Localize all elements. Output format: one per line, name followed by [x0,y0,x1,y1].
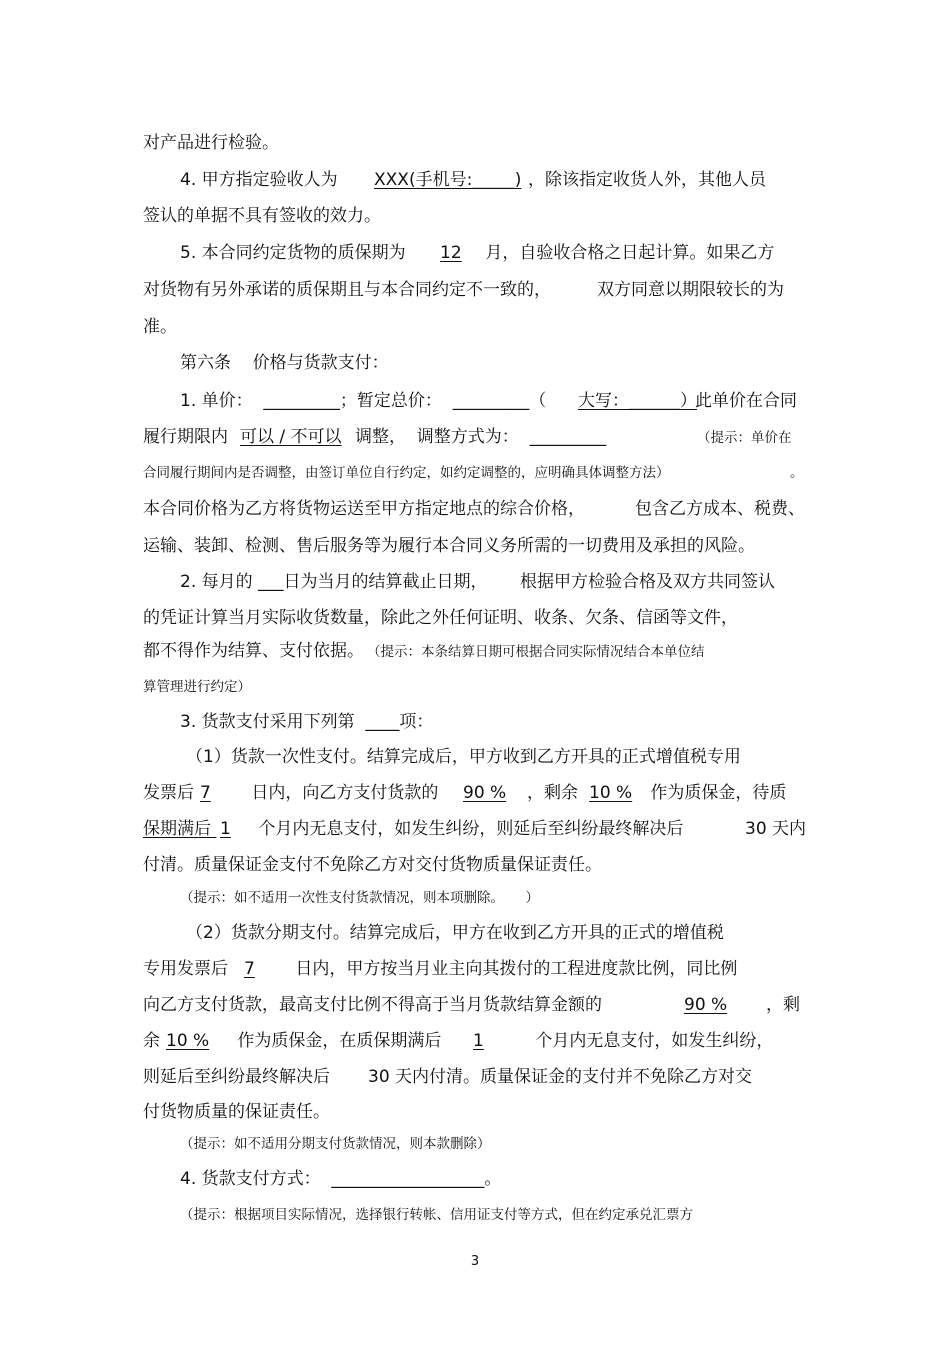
text-line: 包含乙方成本、税费、 [635,499,805,519]
hint-text: （提示：根据项目实际情况，选择银行转帐、信用证支付等方式，但在约定承兑汇票方 [180,1207,693,1223]
filled-field: 10 % [589,783,633,803]
text-line: 签认的单据不具有签收的效力。 [143,206,381,226]
text-line: ，剩 [766,995,800,1015]
filled-field: 7 [200,783,211,803]
text-line: 30 天内付清。质量保证金的支付并不免除乙方对交 [368,1067,753,1087]
filled-field: 7 [244,959,255,979]
text-line: 2. 每月的 ___日为当月的结算截止日期， [180,572,488,592]
text-line: 则延后至纠纷最终解决后 [143,1067,330,1087]
hint-text: 算管理进行约定） [143,679,251,695]
hint-text: 合同履行期间内是否调整，由签订单位自行约定，如约定调整的，应明确具体调整方法） [143,465,670,481]
hint-text: 。 [790,465,804,481]
text-line: 运输、装卸、检测、售后服务等为履行本合同义务所需的一切费用及承担的风险。 [143,536,755,556]
text-line: 调整， 调整方式为： _________ [355,427,607,447]
text-line: 准。 [143,317,177,337]
text-line: 日内，甲方按当月业主向其拨付的工程进度款比例，同比例 [290,959,738,979]
text-line: 本合同价格为乙方将货物运送至甲方指定地点的综合价格， [143,499,585,519]
text-line: 5. 本合同约定货物的质保期为 [180,243,412,263]
text-line: 发票后 [143,783,200,803]
filled-field: 大写：______） [578,391,697,411]
text-line: ，除该指定收货人外，其他人员 [528,170,766,190]
hint-text: （提示：单价在 [697,430,792,446]
text-line: （2）货款分期支付。结算完成后，甲方在收到乙方开具的正式的增值税 [186,923,724,943]
filled-field: 1 [220,819,231,839]
section-heading: 第六条 价格与货款支付： [180,353,389,373]
hint-text: （提示：本条结算日期可根据合同实际情况结合本单位结 [367,644,705,660]
text-line: 4. 甲方指定验收人为 [180,170,344,190]
text-line: （1）货款一次性支付。结算完成后，甲方收到乙方开具的正式增值税专用 [186,747,741,767]
hint-text: （提示：如不适用一次性支付货款情况，则本项删除。 ） [180,890,539,906]
text-line: 向乙方支付货款，最高支付比例不得高于当月货款结算金额的 [143,995,602,1015]
text-line: 日内，向乙方支付货款的 [246,783,450,803]
text-line: 个月内无息支付，如发生纠纷，则延后至纠纷最终解决后 [253,819,684,839]
text-line: 3. 货款支付采用下列第 ____项： [180,712,434,732]
text-line: 对货物有另外承诺的质保期且与本合同约定不一致的， [143,280,551,300]
filled-field: 可以 / 不可以 [240,427,342,447]
filled-field: XXX(手机号:_____) [374,170,522,190]
text-line: 对产品进行检验。 [143,133,279,153]
text-line: 此单价在合同 [695,391,797,411]
filled-field: 12 [440,243,462,263]
text-line: 付清。质量保证金支付不免除乙方对交付货物质量保证责任。 [143,855,602,875]
filled-field: 1 [473,1031,484,1051]
text-line: 1. 单价： _________；暂定总价： _________（ [180,391,547,411]
page-number: 3 [470,1254,480,1269]
text-line: 付货物质量的保证责任。 [143,1102,330,1122]
text-line: 根据甲方检验合格及双方共同签认 [520,572,775,592]
filled-field: 保期满后 [143,819,217,839]
filled-field: 10 % [166,1031,210,1051]
text-line: ，剩余 [527,783,584,803]
text-line: 作为质保金，在质保期满后 [232,1031,447,1051]
filled-field: 90 % [684,995,728,1015]
text-line: 双方同意以期限较长的为 [597,280,784,300]
hint-text: （提示：如不适用分期支付货款情况，则本款删除） [180,1136,491,1152]
text-line: 4. 货款支付方式： __________________。 [180,1169,502,1189]
text-line: 都不得作为结算、支付依据。 [143,641,364,661]
text-line: 作为质保金，待质 [645,783,787,803]
filled-field: 90 % [463,783,507,803]
text-line: 履行期限内 [143,427,228,447]
text-line: 余 [143,1031,166,1051]
text-line: 30 天内 [745,819,807,839]
text-line: 的凭证计算当月实际收货数量，除此之外任何证明、收条、欠条、信函等文件， [143,608,738,628]
text-line: 专用发票后 [143,959,234,979]
text-line: 个月内无息支付，如发生纠纷， [530,1031,774,1051]
text-line: 月，自验收合格之日起计算。如果乙方 [480,243,775,263]
